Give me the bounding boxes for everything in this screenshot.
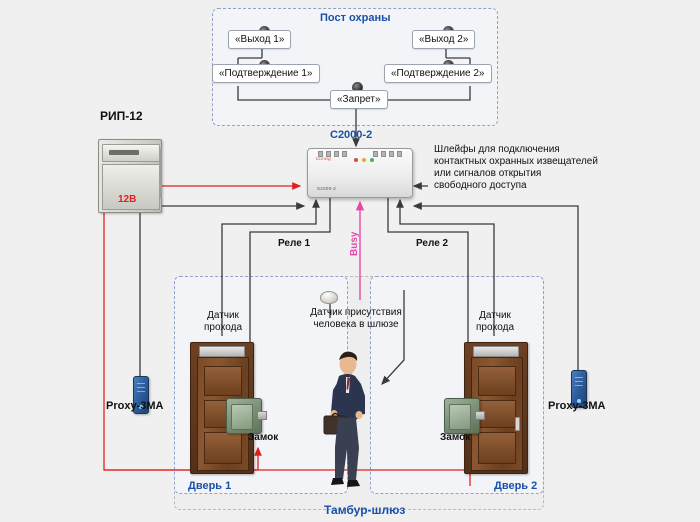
controller-brand: БОЛИД — [316, 156, 331, 161]
guard-button-deny[interactable]: «Запрет» — [330, 90, 388, 109]
guard-button-confirm1[interactable]: «Подтверждение 1» — [212, 64, 320, 83]
presence-sensor-label-line2: человека в шлюзе — [313, 319, 399, 330]
guard-post-title: Пост охраны — [320, 12, 391, 24]
door2-reader-label: Proxy-3MA — [548, 400, 606, 412]
presence-sensor-icon[interactable] — [320, 291, 338, 304]
door1-closer — [199, 346, 245, 357]
door1-passage-sensor-label — [190, 310, 256, 334]
relay-2-label: Реле 2 — [416, 238, 449, 249]
controller-c2000-2[interactable] — [307, 148, 413, 198]
door2-lock-label: Замок — [440, 432, 471, 443]
guard-button-exit2[interactable]: «Выход 2» — [412, 30, 475, 49]
door2-passage-sensor-line1: Датчик — [479, 310, 511, 321]
person-illustration — [310, 350, 380, 490]
door2-closer — [473, 346, 519, 357]
voltage-label: 12В — [118, 194, 137, 205]
guard-button-confirm2[interactable]: «Подтверждение 2» — [384, 64, 492, 83]
door1-passage-sensor-line2: прохода — [203, 322, 243, 333]
door2-passage-sensor-line2: прохода — [475, 322, 515, 333]
loops-note — [434, 144, 620, 192]
door1-passage-sensor-line1: Датчик — [207, 310, 239, 321]
door2-passage-sensor-label — [462, 310, 528, 334]
controller-model-text: S2000-2 — [317, 186, 337, 191]
door1-lock[interactable] — [226, 398, 262, 434]
presence-sensor-label — [297, 307, 415, 331]
loops-note-line-4: свободного доступа — [434, 180, 527, 191]
door2-zone-label: Дверь 2 — [494, 480, 538, 492]
door1-zone-label: Дверь 1 — [188, 480, 232, 492]
power-supply-label: РИП-12 — [100, 109, 143, 123]
guard-button-exit1[interactable]: «Выход 1» — [228, 30, 291, 49]
loops-note-line-3: или сигналов открытия — [434, 168, 542, 179]
controller-title: С2000-2 — [330, 129, 373, 141]
diagram-title: Тамбур-шлюз — [324, 503, 406, 517]
busy-label: Busy — [349, 231, 360, 256]
loops-note-line-2: контактных охранных извещателей — [434, 156, 598, 167]
presence-sensor-label-line1: Датчик присутствия — [310, 307, 402, 318]
relay-1-label: Реле 1 — [278, 238, 311, 249]
door1-lock-label: Замок — [248, 432, 279, 443]
door2-lock[interactable] — [444, 398, 480, 434]
loops-note-line-1: Шлейфы для подключения — [434, 144, 560, 155]
door1-reader-label: Proxy-3MA — [106, 400, 164, 412]
door2-handle — [515, 417, 520, 431]
